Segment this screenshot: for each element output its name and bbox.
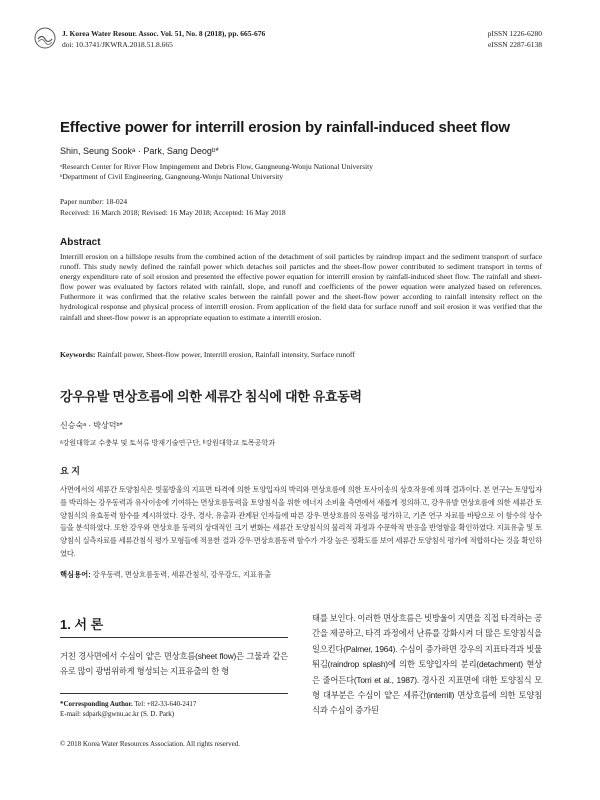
- korean-affiliations: ᵃ강원대학교 수충부 및 토석류 방재기술연구단, ᵇ강원대학교 토목공학과: [60, 440, 275, 447]
- korean-authors: 신승숙ᵃ · 박상덕ᵇ*: [60, 421, 123, 430]
- keywords: [60, 350, 542, 359]
- article-dates: [60, 196, 286, 218]
- keywords-list: Rainfall power, Sheet-flow power, Interrill erosion, Rainfall intensity, Surface runoff: [97, 350, 355, 359]
- doi: doi: 10.3741/JKWRA.2018.51.8.665: [62, 40, 173, 49]
- article-title: Effective power for interrill erosion by rainfall-induced sheet flow: [60, 119, 510, 136]
- pissn: pISSN 1226-6280: [487, 29, 542, 38]
- journal-header: [62, 28, 265, 50]
- issn-block: [488, 28, 542, 50]
- footnote-email: E-mail: sdpark@gwnu.ac.kr (S. D. Park): [60, 710, 175, 718]
- eissn: eISSN 2287-6138: [488, 40, 542, 49]
- journal-logo-icon: [34, 27, 56, 49]
- abstract-heading: Abstract: [60, 237, 101, 248]
- footnote-rule: [60, 693, 288, 694]
- footnote-tel: Tel: +82-33-640-2417: [132, 700, 197, 708]
- abstract-text: Interrill erosion on a hillslope results from the combined action of the detachment of soil particles by raindrop impact and the sediment transport of surface runoff. This study newly defined the rainfall power which detaches soil particles and the sheet-flow power contributed to sediment transport in terms of energy expenditure rate of soil erosion and presented the effective power equation for interrill erosion by rainfall-induced sheet flow. The rainfall and sheet-flow power was evaluated by factors related with rainfall, slope, and runoff and coefficients of the power equation were analyzed based on references. Futhermore it was confirmed that the relative scales between the rainfall power and the sheet-flow power according to rainfall intensity reflect on the hydrological response and physical process of interrill erosion. From application of the field data for surface runoff and soil erosion it was verified that the rainfall and sheet-flow power is an appropriate equation to estimate a interrill erosion.: [60, 252, 542, 322]
- body-column-left: 거친 경사면에서 수심이 얕은 면상흐름(sheet flow)은 그물과 같은 유로 많이 광범위하게 형성되는 지표유출의 한 형: [60, 651, 288, 677]
- section-rule: [60, 637, 288, 638]
- korean-keywords-label: 핵심용어:: [60, 570, 91, 579]
- body-column-right: 태를 보인다. 이러한 면상흐름은 빗방울이 지면을 직접 타격하는 공간을 제공하고, 타격 과정에서 난류를 강화시켜 더 많은 토양침식을 일으킨다(Palmer, 1964). 수심이 증가하면 강우의 지표타격과 빗물튀김(raindrop splash)에 의한 토양입자의 분리(detachment) 현상은 줄어든다(Torri et al., 1987). 경사진 지표면에 대한 토양침식 모형 대부분은 수심이 얕은 세류간(interrill) 면상흐름에 의한 토양침식과 수심이 증가된: [312, 613, 542, 716]
- korean-summary-text: 사면에서의 세류간 토양침식은 빗물방울의 지표면 타격에 의한 토양입자의 박리와 면상흐름에 의한 토사이송의 상호작용에 의해 결과이다. 본 연구는 토양입자를 박리하는 강우동력과 유사이송에 기여하는 면상흐름동력을 토양침식을 위한 에너지 소비율 측면에서 새롭게 정의하고, 강우유발 면상흐름에 의한 세류간 토양침식의 유효동력 함수를 제시하였다. 강우, 경사, 유출과 관계된 인자들에 따른 강우·면상흐름의 동력을 평가하고, 기존 연구 자료를 바탕으로 이 함수의 상수들을 분석하였다. 또한 강우와 면상흐름 동력의 상대적인 크기 변화는 세류간 토양침식의 물리적 과정과 수문학적 반응을 반영함을 확인하였다. 지표유출 및 토양침식 실측자료를 세류간침식 평가 모형들에 적용한 결과 강우·면상흐름동력 함수가 가장 높은 정확도를 보여 세류간 토양침식 평가에 적합하다는 것을 확인하였다.: [60, 485, 542, 558]
- author-list: Shin, Seung Sookᵃ · Park, Sang Deogᵇ*: [60, 146, 219, 156]
- paper-number: Paper number: 18-024: [60, 197, 128, 206]
- korean-summary-heading: 요 지: [60, 466, 80, 476]
- received-dates: Received: 16 March 2018; Revised: 16 May 2018; Accepted: 16 May 2018: [60, 208, 286, 217]
- journal-citation: J. Korea Water Resour. Assoc. Vol. 51, No. 8 (2018), pp. 665-676: [62, 29, 266, 38]
- affiliation-a: ᵃResearch Center for River Flow Impingement and Debris Flow, Gangneung-Wonju National University: [60, 162, 373, 171]
- footnote-label: *Corresponding Author.: [60, 700, 133, 708]
- korean-title: 강우유발 면상흐름에 의한 세류간 침식에 대한 유효동력: [60, 389, 362, 404]
- korean-keywords: [60, 570, 271, 580]
- korean-keywords-list: 강우동력, 면상흐름동력, 세류간침식, 강우강도, 지표유출: [92, 570, 271, 579]
- section-heading: 1. 서 론: [60, 617, 104, 632]
- affiliation-b: ᵇDepartment of Civil Engineering, Gangneung-Wonju National University: [60, 172, 284, 181]
- keywords-label: Keywords:: [60, 350, 96, 359]
- corresponding-author-footnote: [60, 699, 196, 719]
- copyright: © 2018 Korea Water Resources Association. All rights reserved.: [60, 740, 240, 748]
- affiliations: [60, 162, 373, 182]
